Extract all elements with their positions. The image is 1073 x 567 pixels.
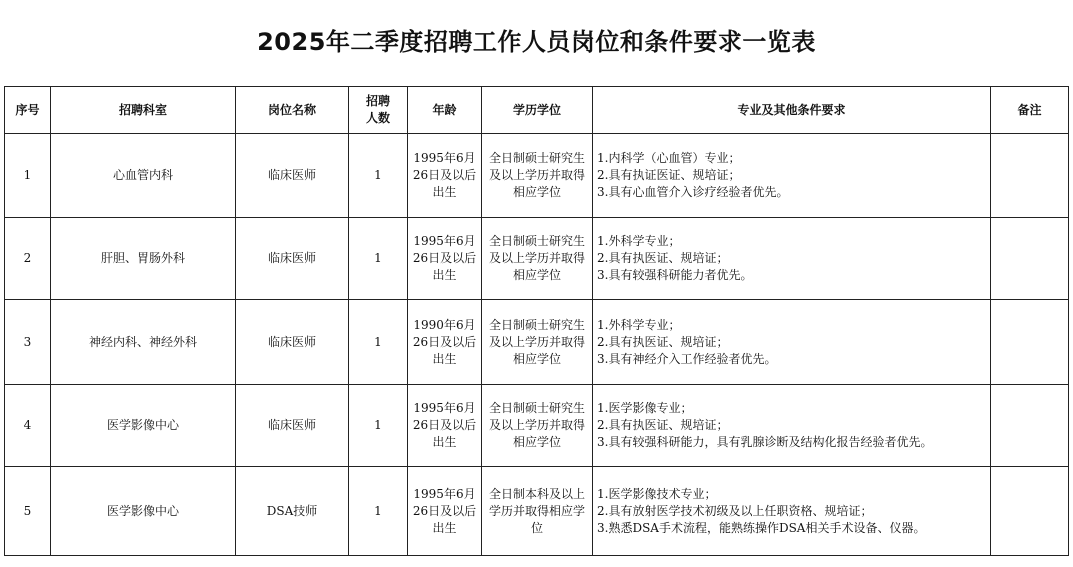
requirement-line: 2.具有执医证、规培证； [597, 418, 729, 432]
table-row [5, 467, 1069, 556]
cell-dept: 心血管内科 [51, 134, 236, 218]
requirement-line: 1.外科学专业； [597, 317, 681, 332]
cell-count: 1 [349, 385, 408, 467]
cell-requirements [593, 467, 991, 556]
cell-index: 1 [5, 134, 51, 218]
cell-post: 临床医师 [236, 300, 349, 385]
requirement-line: 2.具有执证医证、规培证； [597, 168, 741, 182]
cell-dept: 医学影像中心 [51, 467, 236, 556]
requirement-line: 1.外科学专业； [597, 234, 681, 248]
requirement-line: 3.具有较强科研能力者优先。 [597, 268, 753, 282]
requirement-line: 1.医学影像技术专业； [597, 486, 717, 501]
cell-requirements [593, 134, 991, 218]
cell-count: 1 [349, 218, 408, 300]
cell-post: 临床医师 [236, 134, 349, 218]
cell-count: 1 [349, 134, 408, 218]
requirement-line: 1.医学影像专业； [597, 401, 693, 415]
requirement-line: 3.具有心血管介入诊疗经验者优先。 [597, 185, 789, 199]
cell-requirements [593, 385, 991, 467]
cell-post: 临床医师 [236, 218, 349, 300]
cell-remarks [991, 467, 1069, 556]
page-title: 2025年二季度招聘工作人员岗位和条件要求一览表 [257, 28, 816, 56]
cell-count: 1 [349, 467, 408, 556]
cell-age: 1995年6月26日及以后出生 [408, 385, 482, 467]
cell-dept: 医学影像中心 [51, 385, 236, 467]
header-row [5, 87, 1069, 134]
header-count: 招聘人数 [349, 87, 408, 134]
header-requirements: 专业及其他条件要求 [593, 87, 991, 134]
cell-age: 1990年6月26日及以后出生 [408, 300, 482, 385]
table-row [5, 300, 1069, 385]
requirement-line: 2.具有放射医学技术初级及以上任职资格、规培证； [597, 503, 873, 518]
cell-age: 1995年6月26日及以后出生 [408, 218, 482, 300]
table-row [5, 218, 1069, 300]
requirement-line: 1.内科学（心血管）专业； [597, 151, 741, 165]
cell-index: 2 [5, 218, 51, 300]
cell-edu: 全日制硕士研究生及以上学历并取得相应学位 [482, 218, 593, 300]
requirement-line: 2.具有执医证、规培证； [597, 251, 729, 265]
requirement-line: 3.具有神经介入工作经验者优先。 [597, 351, 777, 366]
header-index: 序号 [5, 87, 51, 134]
cell-age: 1995年6月26日及以后出生 [408, 467, 482, 556]
cell-remarks [991, 218, 1069, 300]
cell-remarks [991, 385, 1069, 467]
cell-edu: 全日制硕士研究生及以上学历并取得相应学位 [482, 134, 593, 218]
cell-edu: 全日制硕士研究生及以上学历并取得相应学位 [482, 300, 593, 385]
recruitment-table [4, 86, 1069, 556]
header-dept: 招聘科室 [51, 87, 236, 134]
cell-requirements [593, 300, 991, 385]
cell-remarks [991, 300, 1069, 385]
header-age: 年龄 [408, 87, 482, 134]
header-post: 岗位名称 [236, 87, 349, 134]
cell-dept: 肝胆、胃肠外科 [51, 218, 236, 300]
table-row [5, 385, 1069, 467]
cell-index: 5 [5, 467, 51, 556]
requirement-line: 2.具有执医证、规培证； [597, 334, 729, 349]
cell-age: 1995年6月26日及以后出生 [408, 134, 482, 218]
header-edu: 学历学位 [482, 87, 593, 134]
cell-edu: 全日制本科及以上学历并取得相应学位 [482, 467, 593, 556]
cell-remarks [991, 134, 1069, 218]
cell-post: DSA技师 [236, 467, 349, 556]
cell-edu: 全日制硕士研究生及以上学历并取得相应学位 [482, 385, 593, 467]
cell-requirements [593, 218, 991, 300]
cell-post: 临床医师 [236, 385, 349, 467]
cell-index: 3 [5, 300, 51, 385]
requirement-line: 3.熟悉DSA手术流程，能熟练操作DSA相关手术设备、仪器。 [597, 520, 926, 535]
table-row [5, 134, 1069, 218]
cell-dept: 神经内科、神经外科 [51, 300, 236, 385]
requirement-line: 3.具有较强科研能力，具有乳腺诊断及结构化报告经验者优先。 [597, 435, 933, 449]
cell-count: 1 [349, 300, 408, 385]
header-remarks: 备注 [991, 87, 1069, 134]
cell-index: 4 [5, 385, 51, 467]
